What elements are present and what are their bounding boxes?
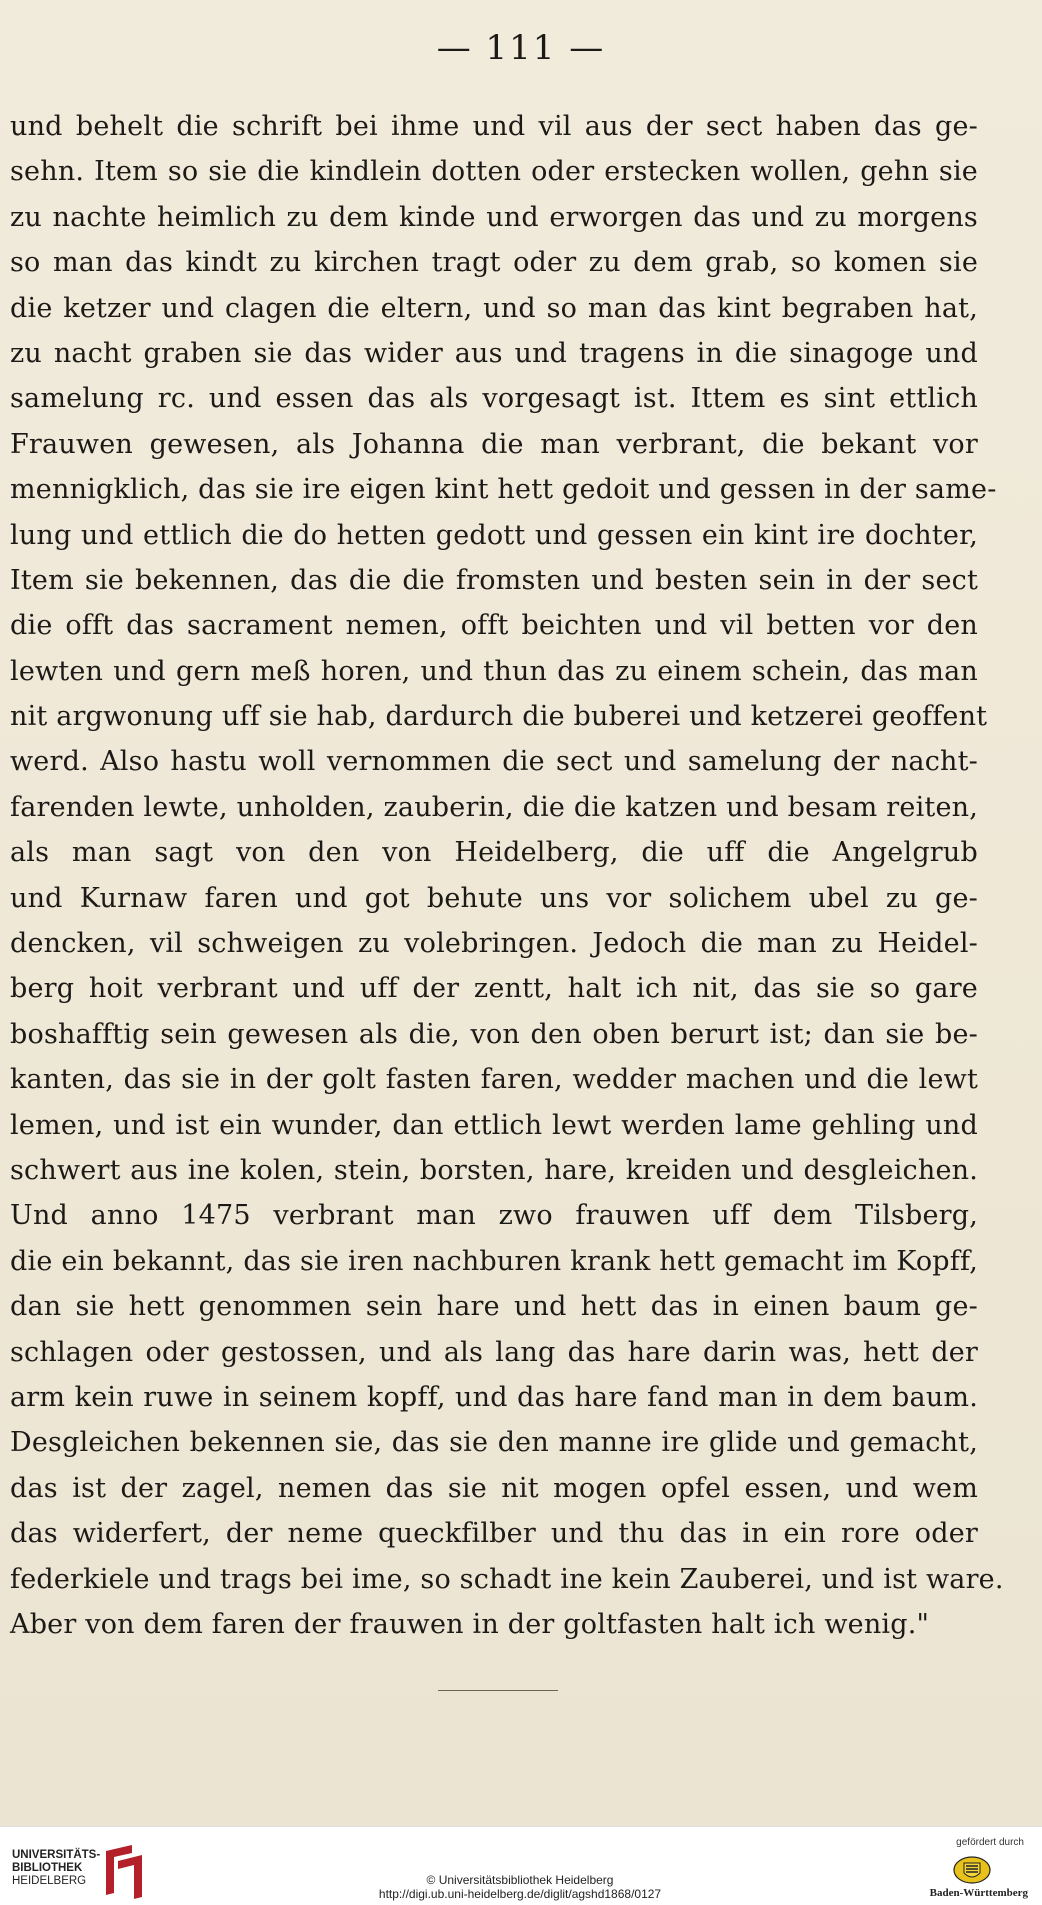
end-rule bbox=[438, 1690, 558, 1691]
coat-of-arms-icon bbox=[952, 1855, 992, 1885]
body-text bbox=[10, 104, 1004, 1647]
copyright-text: © Universitätsbibliothek Heidelberg bbox=[426, 1873, 614, 1887]
text-line: lewten und gern meß horen, und thun das zu einem schein, das man bbox=[10, 655, 978, 687]
text-line: Aber von dem faren der frauwen in der goltfasten halt ich wenig." bbox=[10, 1608, 930, 1640]
text-line: nit argwonung uff sie hab, dardurch die buberei und ketzerei geoffent bbox=[10, 701, 988, 733]
text-line: das ist der zagel, nemen das sie nit mogen opfel essen, und wem bbox=[10, 1472, 978, 1504]
text-line: zu nacht graben sie das wider aus und tragens in die sinagoge und bbox=[10, 337, 978, 369]
text-line: Desgleichen bekennen sie, das sie den manne ire glide und gemacht, bbox=[10, 1427, 978, 1459]
text-line: federkiele und trags bei ime, so schadt ine kein Zauberei, und ist ware. bbox=[10, 1563, 1004, 1595]
text-line: zu nachte heimlich zu dem kinde und erworgen das und zu morgens bbox=[10, 201, 978, 233]
funding-label: gefördert durch bbox=[956, 1837, 1024, 1848]
text-line: schlagen oder gestossen, und als lang das hare darin was, hett der bbox=[10, 1336, 978, 1368]
library-name-line2: BIBLIOTHEK bbox=[12, 1862, 83, 1874]
text-line: als man sagt von den von Heidelberg, die uff die Angelgrub bbox=[10, 837, 978, 869]
text-line: berg hoit verbrant und uff der zentt, halt ich nit, das sie so gare bbox=[10, 973, 978, 1005]
text-line: die ein bekannt, das sie iren nachburen krank hett gemacht im Kopff, bbox=[10, 1245, 978, 1277]
text-line: lung und ettlich die do hetten gedott und gessen ein kint ire dochter, bbox=[10, 519, 978, 551]
text-line: die offt das sacrament nemen, offt beichten und vil betten vor den bbox=[10, 610, 978, 642]
text-line: und Kurnaw faren und got behute uns vor solichem ubel zu ge- bbox=[10, 882, 978, 914]
text-line: so man das kindt zu kirchen tragt oder zu dem grab, so komen sie bbox=[10, 247, 978, 279]
text-line: boshafftig sein gewesen als die, von den oben berurt ist; dan sie be- bbox=[10, 1018, 978, 1050]
funder-name: Baden-Württemberg bbox=[929, 1887, 1028, 1899]
text-line: Frauwen gewesen, als Johanna die man verbrant, die bekant vor bbox=[10, 428, 978, 460]
text-line: Und anno 1475 verbrant man zwo frauwen uff dem Tilsberg, bbox=[10, 1200, 978, 1232]
text-line: kanten, das sie in der golt fasten faren, wedder machen und die lewt bbox=[10, 1064, 978, 1096]
text-line: das widerfert, der neme queckfilber und thu das in ein rore oder bbox=[10, 1518, 978, 1550]
text-line: schwert aus ine kolen, stein, borsten, hare, kreiden und desgleichen. bbox=[10, 1154, 978, 1186]
source-url[interactable]: http://digi.ub.uni-heidelberg.de/diglit/agshd1868/0127 bbox=[378, 1887, 662, 1901]
text-line: die ketzer und clagen die eltern, und so man das kint begraben hat, bbox=[10, 292, 978, 324]
text-line: dan sie hett genommen sein hare und hett das in einen baum ge- bbox=[10, 1291, 978, 1323]
text-line: werd. Also hastu woll vernommen die sect und samelung der nacht- bbox=[10, 746, 978, 778]
text-line: arm kein ruwe in seinem kopff, und das hare fand man in dem baum. bbox=[10, 1381, 978, 1413]
text-line: sehn. Item so sie die kindlein dotten oder erstecken wollen, gehn sie bbox=[10, 156, 978, 188]
library-logo-icon bbox=[102, 1843, 146, 1899]
text-line: lemen, und ist ein wunder, dan ettlich lewt werden lame gehling und bbox=[10, 1109, 978, 1141]
text-line: mennigklich, das sie ire eigen kint hett gedoit und gessen in der same- bbox=[10, 474, 997, 506]
text-line: und behelt die schrift bei ihme und vil aus der sect haben das ge- bbox=[10, 111, 978, 142]
page-number: — 111 — bbox=[436, 28, 606, 68]
footer bbox=[0, 1826, 1042, 1905]
text-line: dencken, vil schweigen zu volebringen. Jedoch die man zu Heidel- bbox=[10, 928, 978, 960]
text-line: samelung rc. und essen das als vorgesagt ist. Ittem es sint ettlich bbox=[10, 383, 978, 415]
library-name-line1: UNIVERSITÄTS- bbox=[12, 1849, 101, 1861]
copyright bbox=[330, 1873, 710, 1901]
text-line: Item sie bekennen, das die die fromsten und besten sein in der sect bbox=[10, 564, 978, 596]
text-line: farenden lewte, unholden, zauberin, die die katzen und besam reiten, bbox=[10, 791, 978, 823]
library-name-line3: HEIDELBERG bbox=[12, 1875, 87, 1887]
